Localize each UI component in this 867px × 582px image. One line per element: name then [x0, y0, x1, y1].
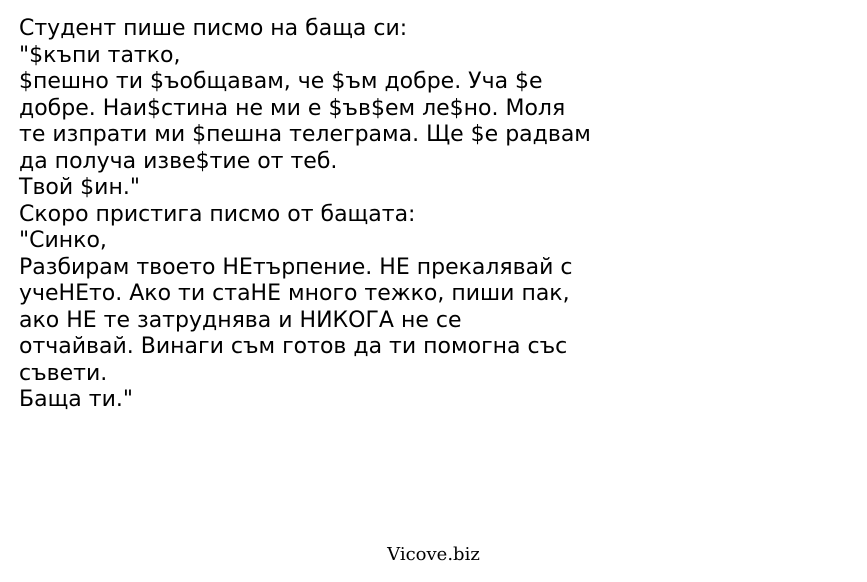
- joke-line: Баща ти.": [19, 387, 133, 412]
- joke-text: [19, 16, 849, 414]
- joke-line: Скоро пристига писмо от бащата:: [19, 201, 416, 227]
- joke-line: те изпрати ми $пешна телеграма. Ще $е радвам: [19, 122, 591, 147]
- joke-line: учеНЕто. Ако ти стаНЕ много тежко, пиши пак,: [19, 281, 570, 306]
- joke-line: съвети.: [19, 360, 108, 386]
- joke-line: $пешно ти $ъобщавам, че $ъм добре. Уча $е: [19, 69, 543, 94]
- joke-line: Твой $ин.": [19, 175, 140, 200]
- site-watermark: Vicove.biz: [387, 544, 480, 565]
- joke-line: Разбирам твоето НЕтърпение. НЕ прекалявай с: [19, 254, 573, 280]
- joke-line: "Синко,: [19, 228, 107, 253]
- joke-line: "$къпи татко,: [19, 42, 181, 68]
- joke-line: отчайвай. Винаги съм готов да ти помогна със: [19, 334, 568, 359]
- joke-line: добре. Наи$стина не ми е $ъв$ем ле$но. Моля: [19, 95, 566, 121]
- joke-line: Студент пише писмо на баща си:: [19, 16, 408, 41]
- joke-line: ако НЕ те затруднява и НИКОГА не се: [19, 307, 462, 333]
- joke-line: да получа изве$тие от теб.: [19, 148, 338, 174]
